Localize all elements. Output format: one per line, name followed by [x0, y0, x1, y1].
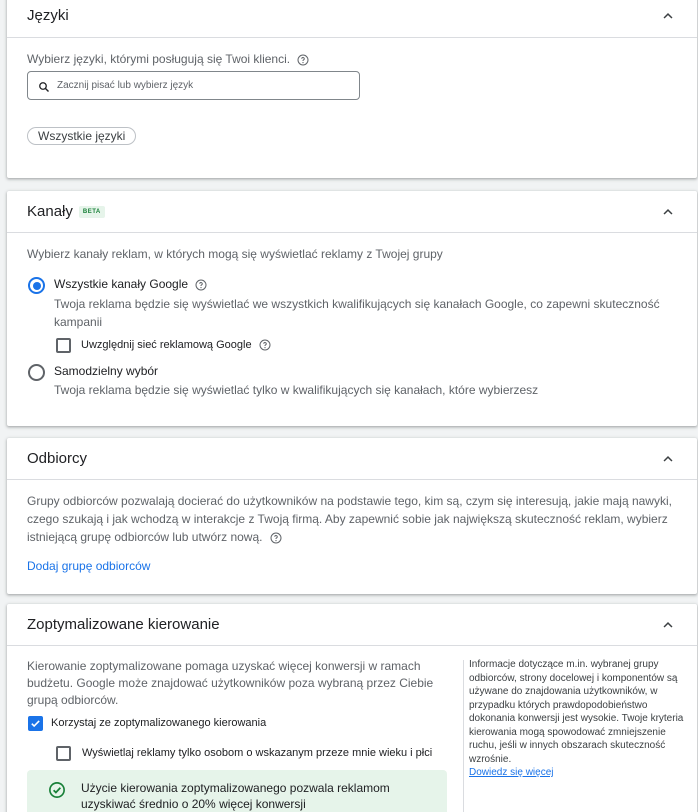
age-gender-only-label: Wyświetlaj reklamy tylko osobom o wskazanym przeze mnie wieku i płci — [82, 747, 433, 759]
all-channels-description: Twoja reklama będzie się wyświetlać we wszystkich kwalifikujących się kanałach Google, co zapewni skuteczność kampanii — [54, 297, 660, 329]
language-search-input[interactable] — [57, 80, 337, 91]
radio-all-channels[interactable] — [28, 277, 45, 294]
languages-header[interactable] — [7, 0, 697, 38]
audiences-description-block — [27, 492, 687, 546]
languages-description-row — [27, 50, 309, 68]
audiences-title: Odbiorcy — [27, 450, 88, 467]
side-info-text: Informacje dotyczące m.in. wybranej grupy odbiorców, strony docelowej i komponentów są używane do znajdowania użytkowników, w przypadku których prawdopodobieństwo dokonania konwersji jest wysokie. Twoje kryteria kierowania mogą spowodować zmniejszenie ruchu, jeśli w innych obszarach skuteczność wzrośnie. — [469, 659, 684, 765]
chevron-up-icon[interactable] — [659, 616, 677, 634]
beta-badge: BETA — [79, 206, 105, 218]
audiences-description: Grupy odbiorców pozwalają docierać do użytkowników na podstawie tego, kim są, czym się interesują, jakie mają nawyki, czego szukają i jak wchodzą w interakcje z Twoją firmą. Aby zapewnić sobie jak największą skuteczność reklam, wybierz istniejącą grupę odbiorców lub utwórz nową. — [27, 494, 672, 544]
include-display-label: Uwzględnij sieć reklamową Google — [81, 339, 252, 351]
vertical-divider — [463, 660, 464, 812]
success-banner — [27, 770, 447, 812]
languages-description: Wybierz języki, którymi posługują się Twoi klienci. — [27, 52, 291, 66]
search-icon — [38, 80, 50, 92]
help-icon[interactable] — [270, 532, 282, 544]
all-languages-chip[interactable] — [27, 127, 136, 145]
chip-label: Wszystkie języki — [38, 129, 126, 143]
include-display-network-checkbox[interactable] — [56, 338, 71, 353]
all-channels-label: Wszystkie kanały Google — [54, 277, 189, 291]
audiences-card — [7, 438, 697, 594]
channels-card — [7, 191, 697, 426]
radio-manual-channels[interactable] — [28, 364, 45, 381]
languages-title: Języki — [27, 7, 69, 24]
chevron-up-icon[interactable] — [659, 7, 677, 25]
use-optimized-targeting-checkbox[interactable] — [28, 716, 43, 731]
manual-channels-description: Twoja reklama będzie się wyświetlać tylko w kwalifikujących się kanałach, które wybierzesz — [54, 383, 539, 397]
success-text: Użycie kierowania zoptymalizowanego pozwala reklamom uzyskiwać średnio o 20% więcej konwersji — [81, 781, 390, 811]
chevron-up-icon[interactable] — [659, 450, 677, 468]
channels-description: Wybierz kanały reklam, w których mogą się wyświetlać reklamy z Twojej grupy — [27, 247, 443, 261]
age-gender-only-checkbox[interactable] — [56, 746, 71, 761]
help-icon[interactable] — [195, 279, 207, 291]
add-audience-link[interactable]: Dodaj grupę odbiorców — [27, 559, 151, 573]
audiences-header[interactable] — [7, 438, 697, 480]
manual-channels-label: Samodzielny wybór — [54, 364, 159, 378]
optimized-targeting-card — [7, 604, 697, 812]
check-circle-icon — [48, 781, 66, 799]
optimized-title: Zoptymalizowane kierowanie — [27, 616, 220, 633]
language-search-field[interactable] — [27, 71, 360, 100]
optimized-header[interactable] — [7, 604, 697, 646]
use-optimized-label: Korzystaj ze zoptymalizowanego kierowania — [51, 717, 267, 729]
all-channels-label-row — [54, 277, 207, 291]
chevron-up-icon[interactable] — [659, 203, 677, 221]
optimized-description: Kierowanie zoptymalizowane pomaga uzyskać więcej konwersji w ramach budżetu. Google może znajdować użytkowników poza wybraną przez Ciebie grupą odbiorców. — [27, 659, 434, 707]
help-icon[interactable] — [297, 54, 309, 66]
side-info-block — [469, 658, 687, 780]
channels-title: Kanały — [27, 203, 73, 220]
include-display-label-row — [81, 339, 271, 351]
languages-card — [7, 0, 697, 178]
learn-more-link[interactable]: Dowiedz się więcej — [469, 767, 554, 778]
channels-header[interactable] — [7, 191, 697, 233]
help-icon[interactable] — [259, 339, 271, 351]
